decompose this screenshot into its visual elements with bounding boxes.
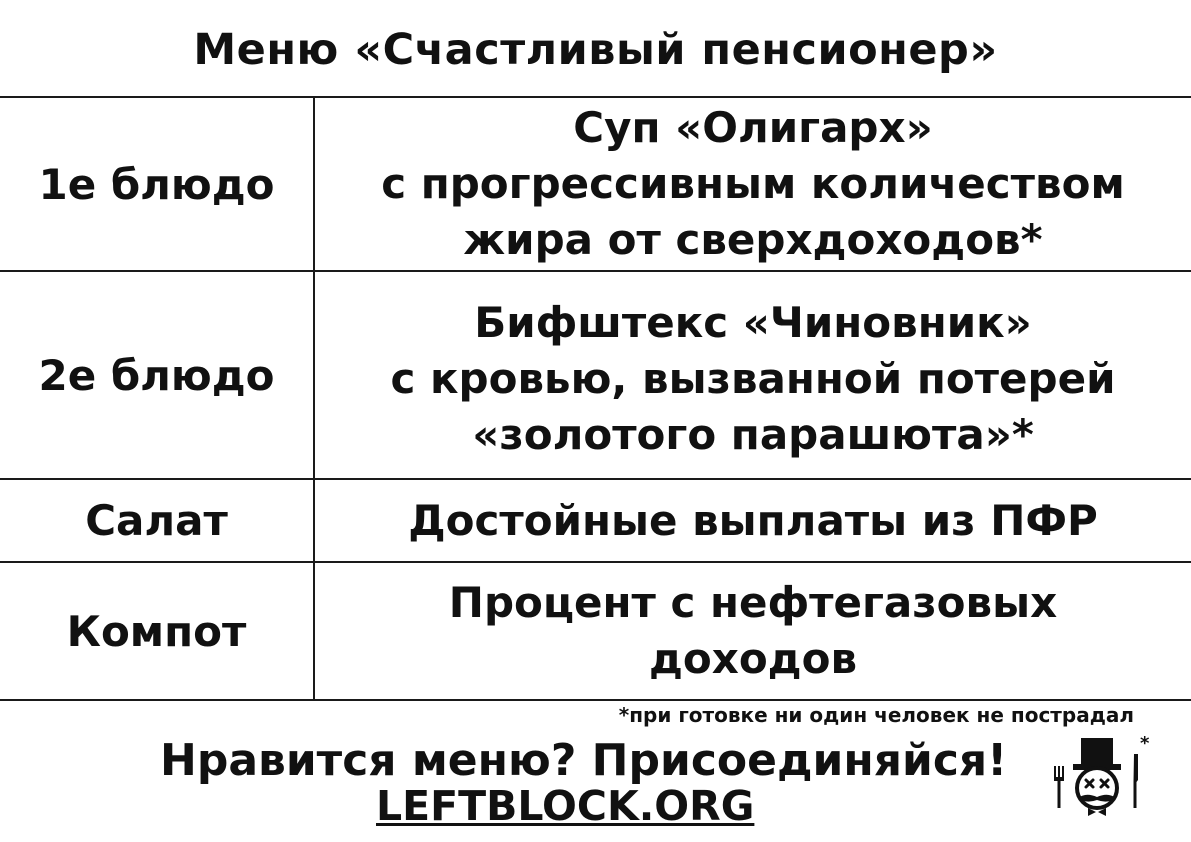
top-hat-face-with-fork-and-knife-icon	[1048, 733, 1150, 816]
join-call-to-action: Нравится меню? Присоединяйся!	[160, 735, 1008, 786]
table-bottom-border	[0, 699, 1191, 701]
course-label: Компот	[66, 606, 247, 656]
dish-line: Процент с нефтегазовых	[448, 578, 1058, 627]
cooking-footnote: *при готовке ни один человек не пострадал	[618, 703, 1134, 727]
dish-description	[315, 98, 1191, 270]
dish-description	[315, 563, 1191, 699]
dish-line: с прогрессивным количеством	[381, 159, 1125, 208]
dish-description	[315, 480, 1191, 561]
dish-line: Суп «Олигарх»	[573, 103, 933, 152]
course-label: 2е блюдо	[38, 350, 275, 400]
dish-line: с кровью, вызванной потерей	[390, 354, 1116, 403]
course-label: 1е блюдо	[38, 159, 275, 209]
dish-description	[315, 272, 1191, 478]
site-link[interactable]: LEFTBLOCK.ORG	[376, 782, 755, 830]
dish-line: доходов	[648, 634, 858, 683]
menu-title: Меню «Счастливый пенсионер»	[193, 25, 998, 75]
logo-asterisk: *	[1140, 733, 1150, 754]
course-label: Салат	[85, 496, 228, 545]
dish-line: «золотого парашюта»*	[472, 410, 1034, 459]
dish-line: Бифштекс «Чиновник»	[474, 298, 1032, 347]
dish-line: Достойные выплаты из ПФР	[408, 495, 1098, 545]
dish-line: жира от сверхдоходов*	[463, 215, 1043, 264]
